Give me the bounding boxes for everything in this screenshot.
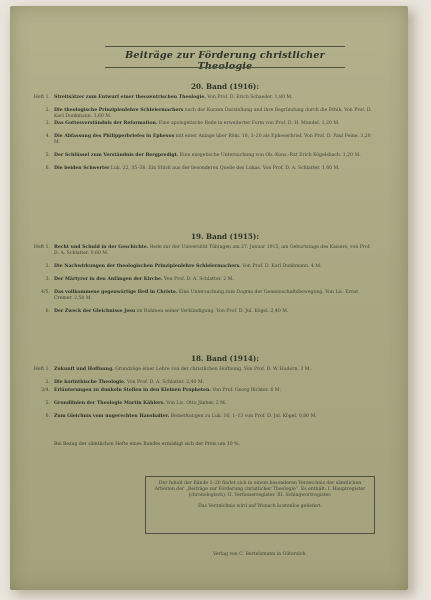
list-item (10, 153, 408, 166)
band-heading-20: 20. Band (1916): (191, 82, 259, 91)
issue-number: 2. (45, 108, 50, 113)
issue-number: 6. (45, 166, 50, 171)
issue-details: Von Prof. D. A. Schlatter. 2,40 M. (125, 380, 204, 385)
issue-details: Luk. 22, 35–38. Ein Stück aus der besonderen Quelle des Lukas. Von Prof. D. A. Schlatter. 1,60 M. (109, 166, 340, 171)
list-item (10, 166, 408, 179)
band-19-list (10, 245, 408, 322)
issue-details: Eine Untersuchung zum Dogma der Gemeinschaftsbewegung. Von Lic. Ernst Cremer. 2,50 M. (54, 290, 359, 302)
issue-details: Rede zur der Universität Tübingen am 27. Januar 1915, am Geburtstage des Kaisers, von Prof. D. A. Schlatter. 0,60 M. (54, 245, 371, 257)
issue-number: 4. (45, 134, 50, 139)
issue-number: 3. (45, 121, 50, 126)
issue-title: Zukunft und Hoffnung. (54, 367, 114, 372)
list-item (10, 414, 408, 427)
header-rule-top (105, 46, 345, 47)
issue-details: Bemerkungen zu Luk. 16, 1–13 von Prof. D. Jul. Kögel. 0,80 M. (169, 414, 317, 419)
issue-title: Das vollkommene gegenwärtige Heil in Christo. (54, 290, 178, 295)
issue-number: Heft 1. (33, 95, 50, 100)
issue-details: Von Prof. D. Karl Dunkmann. 4 M. (240, 264, 322, 269)
issue-title: Recht und Schuld in der Geschichte. (54, 245, 149, 250)
header-rule-bottom (105, 67, 345, 68)
issue-number: 4/5. (41, 290, 50, 295)
issue-title: Die theologische Prinzipienlehre Schleiermachers (54, 108, 184, 113)
list-item (10, 401, 408, 414)
issue-details: im Rahmen seiner Verkündigung. Von Prof. D. Jul. Kögel. 2,40 M. (135, 309, 289, 314)
issue-title: Die Abfassung des Philipperbriefes in Ephesus (54, 134, 175, 139)
issue-details: Von Prof. D. A. Schlatter. 2 M. (162, 277, 234, 282)
issue-title: Zum Gleichnis vom ungerechten Haushalter. (54, 414, 170, 419)
list-item (10, 309, 408, 322)
issue-number: 5. (45, 153, 50, 158)
band-heading-18: 18. Band (1914): (191, 354, 259, 363)
band-price-note: Bei Bezug der sämtlichen Hefte eines Bandes ermäßigt sich der Preis um 10 %. (54, 442, 240, 447)
index-notice-subtext: Das Verzeichnis wird auf Wunsch kostenlos geliefert. (198, 504, 322, 510)
issue-details: nach der Kurzen Darstellung und ihre Begründung durch die Ethik. Von Prof. D. Karl Dunkmann. 3,60 M. (54, 108, 372, 120)
issue-title: Der Zweck der Gleichnisse Jesu (54, 309, 136, 314)
issue-number: 2. (45, 380, 50, 385)
issue-details: Von Lic. Otto Jänber. 2 M. (164, 401, 227, 406)
list-item (10, 121, 408, 134)
list-item (10, 108, 408, 121)
list-item (10, 380, 408, 388)
list-item (10, 245, 408, 264)
issue-number: 3. (45, 277, 50, 282)
index-notice-box (145, 476, 375, 534)
issue-details: mit einer Anlage über Röm. 16, 3–20 als Epheserbrief. Von Prof. D. Paul Feine. 3,20 M. (54, 134, 371, 146)
issue-details: Von Prof. Georg Richter. 6 M. (210, 388, 281, 393)
back-cover-page (10, 6, 408, 590)
issue-title: Erläuterungen zu dunkeln Stellen in den Kleinen Propheten. (54, 388, 211, 393)
band-20-list (10, 95, 408, 179)
issue-title: Der Schlüssel zum Verständnis der Bergpredigt. (54, 153, 179, 158)
list-item (10, 367, 408, 380)
issue-number: 5. (45, 401, 50, 406)
list-item (10, 134, 408, 153)
list-item (10, 264, 408, 277)
series-title: Beiträge zur Förderung christlicher (125, 50, 325, 61)
issue-details: Eine exegetische Untersuchung von Ob.-Kons.-Rat Erich Kögelsbach. 1,20 M. (178, 153, 361, 158)
band-18-list (10, 367, 408, 427)
list-item (10, 388, 408, 401)
issue-number: 6. (45, 309, 50, 314)
issue-number: Heft 1. (33, 367, 50, 372)
issue-number: 2. (45, 264, 50, 269)
issue-title: Streitsätzer zum Entwurf einer theozentrischen Theologie. (54, 95, 206, 100)
list-item (10, 277, 408, 290)
band-heading-19: 19. Band (1915): (191, 232, 259, 241)
list-item (10, 290, 408, 309)
issue-number: Heft 1. (33, 245, 50, 250)
issue-details: Eine apologetische Rede in erweiterter Form von Prof. D. H. Mandel. 1,20 M. (157, 121, 340, 126)
list-item (10, 95, 408, 108)
issue-title: Das Gottesverständnis der Reformation. (54, 121, 158, 126)
issue-title: Die Nachwirkungen der theologischen Prinzipienlehre Schleiermachers. (54, 264, 241, 269)
issue-title: Die korinthische Theologie. (54, 380, 126, 385)
issue-details: Grundzüge einer Lehre von der christlichen Hoffnung. Von Prof. D. W. Hadorn. 3 M. (113, 367, 311, 372)
index-notice-text: Der Inhalt der Bände 1–20 findet sich in einem besonderen Verzeichnis der sämtlichen Arbeiten der „Beiträge zur Förderung christlicher Theologie“. Es enthält: I. Hauptregister (chronologisch). II. Verfasserregister. III. Schlagwortregister. (154, 481, 366, 499)
issue-title: Grundlinien der Theologie Martin Kählers. (54, 401, 165, 406)
issue-title: Die beiden Schwerter (54, 166, 110, 171)
issue-number: 6. (45, 414, 50, 419)
publisher-imprint: Verlag von C. Bertelsmann in Gütersloh. (213, 552, 307, 557)
issue-details: Von Prof. D. Erich Schaeder. 1,80 M. (205, 95, 293, 100)
issue-number: 3/4. (41, 388, 50, 393)
issue-title: Der Märtyrer in den Anfängen der Kirche. (54, 277, 163, 282)
